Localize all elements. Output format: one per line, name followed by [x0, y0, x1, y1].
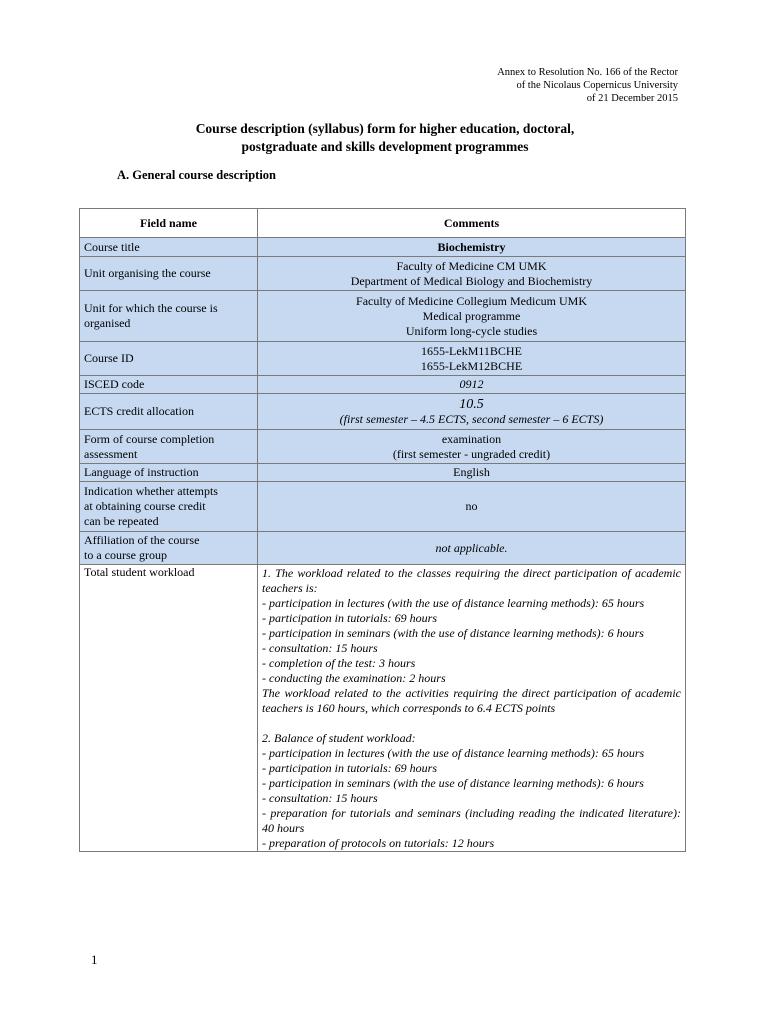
workload-line: - participation in seminars (with the use of distance learning methods): 6 hours	[262, 776, 644, 790]
workload-line: - consultation: 15 hours	[262, 641, 378, 655]
table-row	[80, 376, 686, 394]
value-line: Faculty of Medicine CM UMK	[396, 258, 547, 273]
field-unit-for-which: Unit for which the course is organised	[80, 291, 258, 342]
value-completion-form	[258, 430, 686, 464]
annex-line-2: of the Nicolaus Copernicus University	[516, 80, 678, 91]
header-field-name: Field name	[80, 209, 258, 238]
field-line: Form of course completion	[84, 431, 215, 446]
title-line-1: Course description (syllabus) form for higher education, doctoral,	[195, 121, 575, 136]
field-language: Language of instruction	[80, 464, 258, 482]
annex-line-3: of 21 December 2015	[586, 93, 678, 104]
table-row	[80, 342, 686, 376]
section-heading: A. General course description	[117, 168, 277, 182]
workload-line: - participation in seminars (with the use of distance learning methods): 6 hours	[262, 626, 644, 640]
annex-line-1: Annex to Resolution No. 166 of the Rector	[497, 67, 678, 78]
workload-line: - conducting the examination: 2 hours	[262, 671, 446, 685]
workload-line: - participation in tutorials: 69 hours	[262, 611, 438, 625]
value-unit-for-which	[258, 291, 686, 342]
workload-line: - consultation: 15 hours	[262, 791, 378, 805]
field-line: to a course group	[84, 548, 167, 562]
header-comments: Comments	[258, 209, 686, 238]
workload-line: - preparation for tutorials and seminars (including reading the indicated literature): 40 hours	[262, 806, 681, 835]
table-row	[80, 257, 686, 291]
value-line: 10.5	[459, 396, 484, 412]
workload-line: - completion of the test: 3 hours	[262, 656, 416, 670]
value-line: (first semester - ungraded credit)	[392, 446, 551, 461]
table-row	[80, 464, 686, 482]
value-line: (first semester – 4.5 ECTS, second semester – 6 ECTS)	[339, 411, 604, 426]
annex-note	[497, 66, 678, 105]
field-completion-form	[80, 430, 258, 464]
field-isced-code: ISCED code	[80, 376, 258, 394]
course-description-table	[79, 208, 686, 852]
table-row	[80, 238, 686, 257]
field-total-workload: Total student workload	[80, 565, 258, 852]
table-row-workload	[80, 565, 686, 852]
page-number: 1	[91, 952, 98, 967]
field-line: at obtaining course credit	[84, 499, 206, 513]
value-line: Department of Medical Biology and Biochemistry	[350, 273, 593, 288]
field-course-id: Course ID	[80, 342, 258, 376]
field-course-group	[80, 532, 258, 565]
field-line: can be repeated	[84, 514, 159, 528]
value-line: Faculty of Medicine Collegium Medicum UMK	[356, 293, 587, 308]
table-row	[80, 532, 686, 565]
workload-line: The workload related to the activities requiring the direct participation of academic teachers is 160 hours, which corresponds to 6.4 ECTS points	[262, 686, 681, 715]
field-ects: ECTS credit allocation	[80, 394, 258, 430]
value-course-group: not applicable.	[258, 532, 686, 565]
workload-gap	[262, 716, 681, 731]
value-total-workload	[258, 565, 686, 852]
workload-line: - participation in tutorials: 69 hours	[262, 761, 438, 775]
value-line: 1655-LekM11BCHE	[421, 343, 522, 358]
document-title	[0, 120, 770, 156]
value-course-id	[258, 342, 686, 376]
workload-line: - participation in lectures (with the use of distance learning methods): 65 hours	[262, 596, 645, 610]
value-line: 1655-LekM12BCHE	[420, 358, 523, 373]
field-line: Affiliation of the course	[84, 533, 200, 547]
value-ects	[258, 394, 686, 430]
value-line: examination	[441, 431, 502, 446]
field-line: Indication whether attempts	[84, 484, 218, 498]
table-row	[80, 482, 686, 532]
table-row	[80, 394, 686, 430]
title-line-2: postgraduate and skills development programmes	[241, 139, 529, 154]
workload-line: 1. The workload related to the classes requiring the direct participation of academic teachers is:	[262, 566, 681, 595]
value-language: English	[258, 464, 686, 482]
table-header-row	[80, 209, 686, 238]
value-isced-code: 0912	[258, 376, 686, 394]
workload-line: 2. Balance of student workload:	[262, 731, 416, 745]
value-line: Uniform long-cycle studies	[405, 323, 538, 338]
value-repeat-attempts: no	[258, 482, 686, 532]
field-course-title: Course title	[80, 238, 258, 257]
field-unit-organising: Unit organising the course	[80, 257, 258, 291]
field-line: assessment	[84, 446, 138, 461]
field-repeat-attempts	[80, 482, 258, 532]
value-line: Medical programme	[422, 308, 521, 323]
workload-line: - participation in lectures (with the use of distance learning methods): 65 hours	[262, 746, 645, 760]
table-row	[80, 430, 686, 464]
workload-line: - preparation of protocols on tutorials: 12 hours	[262, 836, 495, 850]
value-course-title: Biochemistry	[258, 238, 686, 257]
table-row	[80, 291, 686, 342]
value-unit-organising	[258, 257, 686, 291]
